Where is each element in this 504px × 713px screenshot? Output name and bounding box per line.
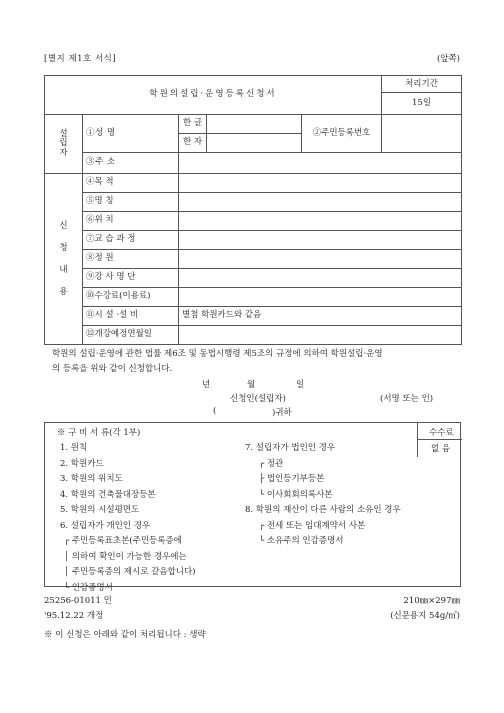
documents-list-left: [60, 441, 196, 596]
list-item: │ 주민등록증의 제시로 갈음합니다): [64, 567, 196, 577]
fee-divider: [417, 423, 418, 457]
list-item: 6. 설립자가 개인인 경우: [60, 520, 151, 531]
paper-size: 210㎜×297㎜: [403, 596, 460, 606]
date-day-label: 일: [296, 380, 305, 390]
capacity-field[interactable]: [179, 250, 462, 269]
paper-type: (신문용지 54g/㎡): [390, 611, 460, 621]
facilities-label: ⑪시 설 ·설 비: [83, 307, 179, 326]
list-item: 2. 학원카드: [60, 458, 104, 469]
opening-date-label: ⑫개강예정연월일: [83, 326, 179, 345]
revision-date: '95.12.22 개정: [44, 611, 104, 621]
list-item: 3. 학원의 위치도: [60, 474, 123, 484]
instructor-list-field[interactable]: [179, 269, 462, 288]
list-item: 1. 원칙: [60, 443, 88, 453]
declaration-line-1: 학원의 설립·운영에 관한 법률 제6조 및 동법시행령 제5조의 규정에 의하여 학원설립·운영: [52, 349, 383, 359]
list-item: 4. 학원의 건축물대장등본: [60, 489, 156, 500]
list-item: ├ 법인등기부등본: [259, 474, 325, 484]
location-label: ⑥위 치: [83, 212, 179, 231]
list-item: └ 인감증명서: [64, 582, 113, 593]
signature-note: (서명 또는 인): [380, 394, 434, 404]
applicant-label: 신청인(설립자): [230, 394, 286, 404]
processing-period-value: 15일: [382, 93, 462, 115]
list-item: 5. 학원의 시설평면도: [60, 505, 140, 515]
list-item: 8. 학원의 재산이 다른 사람의 소유인 경우: [245, 505, 401, 515]
page-side-label: (앞쪽): [436, 54, 460, 64]
form-code: 25256-01011 민: [44, 596, 112, 606]
resident-number-label: ②주민등록번호: [302, 115, 382, 153]
purpose-field[interactable]: [179, 174, 462, 193]
facilities-field[interactable]: 별첨 학원카드와 같음: [179, 307, 462, 326]
opening-date-field[interactable]: [179, 326, 462, 345]
addressee-open: (: [213, 406, 217, 416]
declaration-line-2: 의 등록을 위와 같이 신청합니다.: [52, 364, 173, 374]
name-label: ①성 명: [83, 115, 179, 153]
documents-list-right: [245, 441, 401, 550]
address-field[interactable]: [179, 153, 462, 174]
address-label: ③주 소: [83, 153, 179, 174]
list-item: └ 이사회회의록사본: [259, 489, 333, 500]
list-item: ┌ 전세 또는 임대계약서 사본: [259, 520, 366, 531]
fee-label: 수수료: [429, 428, 454, 438]
location-field[interactable]: [179, 212, 462, 231]
hangul-label: 한 글: [179, 115, 207, 134]
instructor-list-label: ⑨강 사 명 단: [83, 269, 179, 288]
required-documents-box: [44, 422, 461, 593]
list-item: │ 의하여 확인이 가능한 경우에는: [64, 551, 187, 562]
academy-name-label: ⑤명 칭: [83, 193, 179, 212]
curriculum-field[interactable]: [179, 231, 462, 250]
date-month-label: 월: [247, 380, 256, 390]
curriculum-label: ⑦교 습 과 정: [83, 231, 179, 250]
founder-section-label: 설 립 자: [45, 115, 83, 174]
list-item: └ 소유주의 인감증명서: [259, 536, 344, 546]
application-section-label: 신 청 내 용: [45, 174, 83, 345]
hangul-name-field[interactable]: [207, 115, 302, 134]
resident-number-field[interactable]: [382, 115, 462, 153]
form-title: 학원의설립·운영등록신청서: [45, 76, 382, 115]
hanja-name-field[interactable]: [207, 134, 302, 153]
required-documents-heading: ※ 구 비 서 류(각 1부): [57, 428, 141, 438]
processing-period-label: 처리기간: [382, 76, 462, 93]
processing-note: ※ 이 신청은 아래와 같이 처리됩니다 : 생략: [44, 630, 206, 640]
tuition-field[interactable]: [179, 288, 462, 307]
declaration-text: [52, 347, 462, 377]
capacity-label: ⑧정 원: [83, 250, 179, 269]
list-item: 7. 설립자가 법인인 경우: [245, 443, 336, 453]
fee-value: 없 음: [431, 444, 451, 454]
form-number-label: [별지 제1호 서식]: [44, 54, 117, 64]
addressee-suffix: )귀하: [272, 408, 292, 418]
list-item: ┌ 정관: [259, 458, 284, 469]
list-item: ┌ 주민등록표초본(주민등록증에: [64, 536, 182, 546]
fee-divider-horizontal: [417, 439, 462, 440]
tuition-label: ⑩수강료(이용료): [83, 288, 179, 307]
purpose-label: ④목 적: [83, 174, 179, 193]
academy-name-field[interactable]: [179, 193, 462, 212]
hanja-label: 한 자: [179, 134, 207, 153]
application-form-table: [44, 75, 462, 345]
date-year-label: 년: [202, 380, 211, 390]
